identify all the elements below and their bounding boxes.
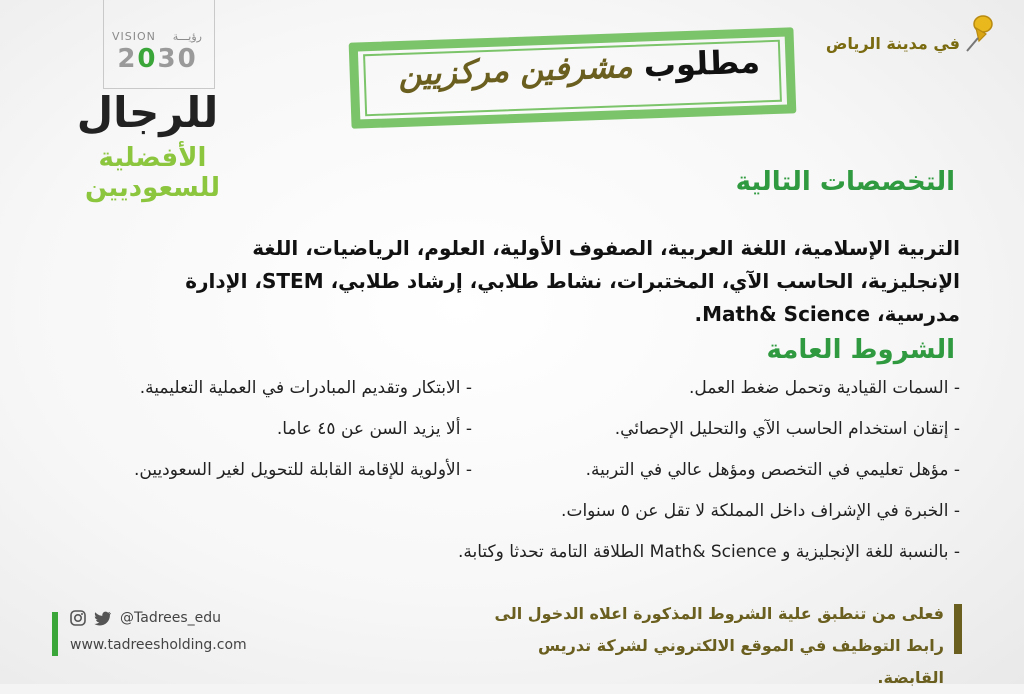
condition-item: - الخبرة في الإشراف داخل المملكة لا تقل عن ٥ سنوات.: [561, 501, 960, 521]
city-label: في مدينة الرياض: [825, 34, 960, 53]
footer-accent-bar-right: [954, 604, 962, 654]
website-link[interactable]: www.tadreesholding.com: [70, 637, 247, 653]
condition-item: - مؤهل تعليمي في التخصص ومؤهل عالي في التربية.: [585, 460, 960, 480]
specializations-text: التربية الإسلامية، اللغة العربية، الصفوف الأولية، العلوم، الرياضيات، اللغة الإنجليزية، الحاسب الآي، المختبرات، نشاط طلابي، إرشاد طلابي، STEM، الإدارة مدرسية، Math& Science.: [185, 236, 960, 326]
twitter-icon[interactable]: [94, 611, 112, 626]
stamp-word-supervisors: مشرفين مركزيين: [397, 46, 634, 94]
vision-year-digit: 2: [117, 44, 138, 74]
vision-logo-caption: [112, 30, 202, 43]
conditions-left-list: [60, 375, 472, 498]
push-pin-icon: [962, 14, 996, 54]
cta-line: فعلى من تنطبق علية الشروط المذكورة اعلاه الدخول الى: [494, 604, 944, 623]
cta-text: [470, 598, 944, 694]
social-handle[interactable]: @Tadrees_edu: [120, 610, 222, 626]
vision-ar-label: رؤيـــة: [172, 30, 202, 43]
priority-subtitle: الأفضلية للسعوديين: [85, 143, 220, 203]
condition-item: - الأولوية للإقامة القابلة للتحويل لغير السعوديين.: [133, 460, 472, 480]
stamp-word-wanted: مطلوب: [643, 42, 761, 85]
condition-item: - ألا يزيد السن عن ٤٥ عاما.: [276, 419, 472, 439]
vision-year: [110, 44, 205, 74]
cta-line: رابط التوظيف في الموقع الالكتروني لشركة تدريس القابضة.: [538, 636, 944, 687]
condition-item: - إتقان استخدام الحاسب الآي والتحليل الإحصائي.: [614, 419, 960, 439]
vision-year-digit-green: 0: [137, 44, 158, 74]
vision-en-label: VISION: [112, 30, 156, 43]
condition-item: - بالنسبة للغة الإنجليزية و Math& Science الطلاقة التامة تحدثا وكتابة.: [457, 542, 960, 562]
wanted-stamp: [349, 27, 797, 128]
audience-title: للرجال: [76, 88, 219, 137]
conditions-right-list: [400, 375, 960, 580]
specializations-heading: التخصصات التالية: [735, 167, 955, 197]
conditions-heading: الشروط العامة: [766, 335, 955, 365]
footer-accent-bar-left: [52, 612, 58, 656]
instagram-icon[interactable]: [70, 610, 86, 626]
condition-item: - الابتكار وتقديم المبادرات في العملية التعليمية.: [139, 378, 472, 398]
condition-item: - السمات القيادية وتحمل ضغط العمل.: [688, 378, 960, 398]
vision-year-digits: 30: [157, 44, 198, 74]
social-row: [70, 610, 221, 626]
